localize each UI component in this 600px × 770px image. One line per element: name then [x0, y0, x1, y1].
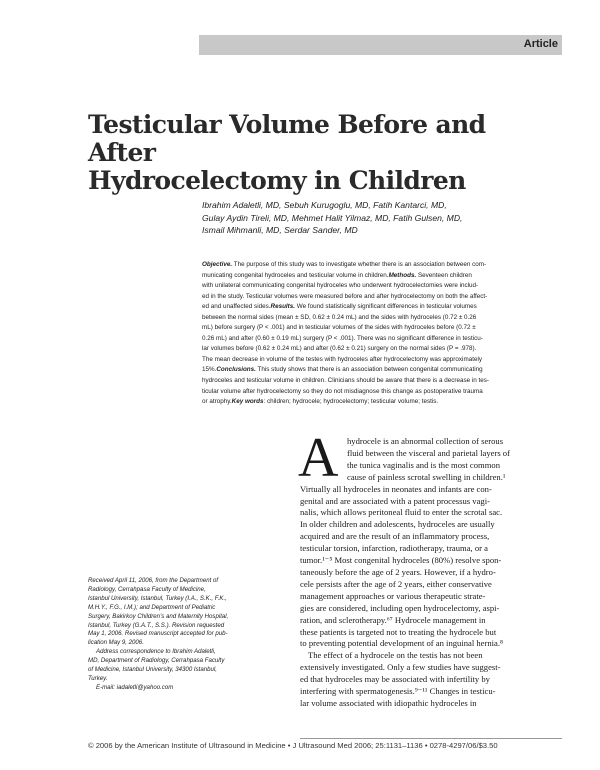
note-line: Istanbul University, Istanbul, Turkey (I.A., S.K., F.K., — [88, 594, 227, 602]
body-line: interfering with spermatogenesis.⁹⁻¹¹ Changes in testicu- — [300, 686, 496, 697]
note-line: Istanbul, Turkey (G.A.T., S.S.). Revision requested — [88, 621, 225, 629]
abstract-text: municating congenital hydroceles and testicular volume in children. — [202, 271, 389, 279]
body-line: the tunica vaginalis and is the most common — [347, 459, 500, 470]
body-text-column — [300, 436, 562, 710]
body-line: Virtually all hydroceles in neonates and infants are con- — [300, 483, 492, 494]
body-line: taneously before the age of 2 years. However, if a hydro- — [300, 566, 496, 577]
note-line: Turkey. — [88, 674, 108, 682]
author-line: Ibrahim Adaletli, MD, Sebuh Kurugoglu, MD, Fatih Kantarci, MD, — [202, 200, 447, 210]
objective-label: Objective. — [202, 261, 233, 268]
article-title — [88, 111, 558, 195]
body-line: ration, and sclerotherapy.⁶⁷ Hydrocele management in — [300, 614, 486, 625]
body-line: acquired and are the result of an inflammatory process, — [300, 531, 490, 542]
body-line: these patients is targeted not to treating the hydrocele but — [300, 626, 497, 637]
abstract-text: with unilateral communicating congenital hydroceles who underwent hydrocelectomies were includ- — [202, 282, 479, 290]
abstract-text: The mean decrease in volume of the testes with hydroceles after hydrocelectomy was approximately — [202, 355, 482, 363]
received-and-correspondence-note — [88, 577, 278, 693]
body-line: cause of painless scrotal swelling in children.¹ — [347, 471, 506, 482]
abstract-text: between the normal sides (mean ± SD, 0.62 ± 0.24 mL) and the sides with hydroceles (0.72 ± 0.26 — [202, 313, 477, 321]
email-line: E-mail: iadaletli@yahoo.com — [96, 683, 174, 691]
body-line: fluid between the visceral and parietal layers of — [347, 447, 510, 458]
body-line: cele persists after the age of 2 years, either conservative — [300, 578, 492, 589]
body-line: lar volume associated with idiopathic hydroceles in — [300, 697, 477, 708]
note-line: lication May 9, 2006. — [88, 639, 144, 647]
abstract-text: ticular volume after hydrocelectomy so they do not misdiagnose this change as postoperative trauma — [202, 387, 483, 395]
abstract — [202, 260, 563, 408]
abstract-text: ed and unaffected sides. — [202, 303, 271, 311]
body-line: hydrocele is an abnormal collection of serous — [347, 436, 504, 446]
body-line: In older children and adolescents, hydroceles are usually — [300, 519, 495, 530]
abstract-text: Seventeen children — [416, 271, 472, 279]
results-label: Results. — [270, 303, 296, 311]
abstract-text: 15%. — [202, 366, 217, 374]
body-line: gies are considered, including open hydrocelectomy, aspi- — [300, 602, 500, 613]
footer-divider — [300, 738, 562, 739]
methods-label: Methods. — [388, 271, 417, 279]
abstract-text: 0.26 mL) and after (0.60 ± 0.19 mL) surgery (P < .001). There was no significant difference in testicu- — [202, 334, 483, 342]
article-type-label: Article — [523, 38, 558, 50]
body-line: tumor.¹⁻⁵ Most congenital hydroceles (80%) resolve spon- — [300, 555, 502, 566]
abstract-text: We found statistically significant differences in testicular volumes — [295, 303, 477, 311]
author-list — [202, 199, 562, 237]
note-line: Address correspondence to Ibrahim Adaletli, — [96, 648, 216, 656]
abstract-text: lar volumes before (0.62 ± 0.24 mL) and after (0.62 ± 0.21) surgery on the normal sides (P = .978). — [202, 345, 477, 353]
body-line: testicular torsion, infarction, radiotherapy, trauma, or a — [300, 543, 488, 554]
note-line: MD, Department of Radiology, Cerrahpasa Faculty — [88, 657, 225, 665]
title-line-1: Testicular Volume Before and After — [88, 110, 486, 167]
article-header-bar — [199, 35, 562, 55]
body-line: ed that hydroceles may be associated with infertility by — [300, 674, 490, 685]
body-line: to preventing potential development of an inguinal hernia.⁸ — [300, 638, 503, 649]
abstract-text: hydroceles and testicular volume in children. Clinicians should be aware that there is a decrease in tes- — [202, 377, 490, 385]
author-line: Ismail Mihmanli, MD, Serdar Sander, MD — [202, 225, 358, 235]
conclusions-label: Conclusions. — [216, 366, 256, 374]
drop-cap: A — [298, 427, 339, 489]
abstract-text: : children; hydrocele; hydrocelectomy; testicular volume; testis. — [263, 398, 439, 406]
body-line: The effect of a hydrocele on the testis has not been — [308, 650, 483, 661]
abstract-text: or atrophy. — [202, 398, 232, 406]
keywords-label: Key words — [231, 398, 264, 406]
journal-footer: © 2006 by the American Institute of Ultrasound in Medicine • J Ultrasound Med 2006; 25:1131–1136 • 0278-4297/06/$3.50 — [88, 741, 498, 750]
body-line: nalis, which allows peritoneal fluid to enter the scrotal sac. — [300, 507, 503, 518]
abstract-text: ed in the study. Testicular volumes were measured before and after hydrocelectomy on both the affect- — [202, 292, 488, 300]
note-line: Radiology, Cerrahpasa Faculty of Medicine, — [88, 585, 206, 593]
note-line: of Medicine, Istanbul University, 34300 Istanbul, — [88, 666, 217, 674]
body-line: management approaches or various therapeutic strate- — [300, 590, 486, 601]
abstract-text: mL) before surgery (P < .001) and in testicular volumes of the sides with hydroceles before (0.72 ± — [202, 324, 476, 332]
note-line: Surgery, Bakirkoy Children’s and Maternity Hospital, — [88, 612, 229, 620]
body-line: extensively investigated. Only a few studies have suggest- — [300, 662, 501, 673]
title-line-2: Hydrocelectomy in Children — [88, 166, 466, 195]
abstract-text: This study shows that there is an association between congenital communicating — [255, 366, 483, 374]
note-line: Received April 11, 2006, from the Department of — [88, 577, 219, 584]
note-line: M.H.Y., F.G., I.M.); and Department of Pediatric — [88, 603, 216, 611]
body-line: genital and are associated with a patent processus vagi- — [300, 495, 490, 506]
author-line: Gulay Aydin Tireli, MD, Mehmet Halit Yilmaz, MD, Fatih Gulsen, MD, — [202, 212, 463, 223]
abstract-text: The purpose of this study was to investigate whether there is an association between com- — [232, 261, 487, 268]
note-line: May 1, 2006. Revised manuscript accepted for pub- — [88, 630, 228, 638]
